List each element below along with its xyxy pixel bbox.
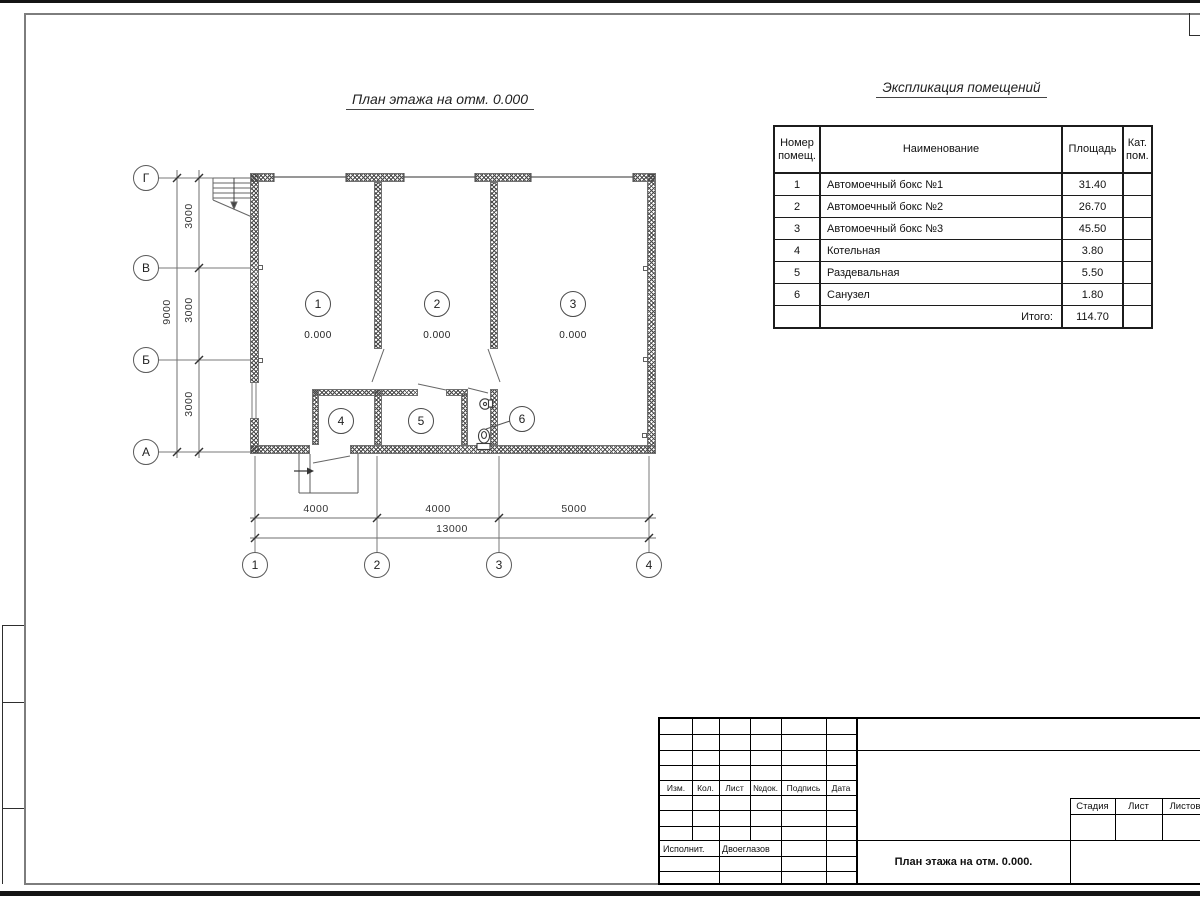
entrance-arrow: [294, 468, 314, 475]
stamp-col-data: Дата: [831, 782, 851, 793]
room-number: 1: [314, 297, 322, 311]
stamp-col-kol: Кол.: [697, 782, 714, 793]
axis-row-bubble-b: [133, 347, 159, 373]
cell-area: 3.80: [1062, 240, 1123, 262]
stamp-executor-label: Исполнит.: [663, 843, 705, 854]
room-bubble-6: [509, 406, 535, 432]
stamp-stage-label: Стадия: [1076, 800, 1109, 812]
stamp-line: [1070, 814, 1200, 815]
room3-elevation: 0.000: [559, 330, 587, 341]
axis-label: 3: [495, 558, 503, 572]
cell-num: 1: [774, 173, 820, 196]
axis-col-bubble-3: [486, 552, 512, 578]
dim-5000: 5000: [561, 503, 587, 515]
room-number: 5: [417, 414, 425, 428]
cell-area: 31.40: [1062, 173, 1123, 196]
stamp-col-ndok: №док.: [753, 782, 778, 793]
table-row: [774, 218, 1152, 240]
cell-category: [1123, 240, 1152, 262]
cell-category: [1123, 306, 1152, 329]
stamp-line: [660, 856, 856, 857]
cell-num: 6: [774, 284, 820, 306]
header-room-number: Номер помещ.: [774, 126, 820, 173]
explication-table: [773, 125, 1153, 329]
cell-area: 5.50: [1062, 262, 1123, 284]
room-number: 2: [433, 297, 441, 311]
cell-area: 26.70: [1062, 196, 1123, 218]
room-number: 6: [518, 412, 526, 426]
room6-leader-line: [486, 421, 510, 429]
cell-name: Автомоечный бокс №1: [820, 173, 1062, 196]
toilet-icon: [477, 429, 490, 450]
axis-label: А: [141, 445, 150, 459]
room-bubble-4: [328, 408, 354, 434]
axis-row-bubble-a: [133, 439, 159, 465]
table-row: [774, 262, 1152, 284]
axis-label: 1: [251, 558, 259, 572]
title-block: [658, 717, 1200, 885]
axis-col-bubble-1: [242, 552, 268, 578]
cell-name: Раздевальная: [820, 262, 1062, 284]
table-total-row: [774, 306, 1152, 329]
cell-category: [1123, 218, 1152, 240]
cell-category: [1123, 196, 1152, 218]
cell-num: 5: [774, 262, 820, 284]
stamp-doc-title: План этажа на отм. 0.000.: [894, 855, 1033, 868]
total-label: Итого:: [820, 306, 1062, 329]
cell-name: Котельная: [820, 240, 1062, 262]
stamp-line: [660, 871, 856, 872]
cell-name: Санузел: [820, 284, 1062, 306]
sink-icon: [480, 399, 493, 409]
cell-num: 3: [774, 218, 820, 240]
room-number: 3: [569, 297, 577, 311]
axis-col-bubble-2: [364, 552, 390, 578]
stamp-col-list: Лист: [725, 782, 744, 793]
stamp-line: [660, 765, 856, 766]
table-row: [774, 173, 1152, 196]
dim-4000-1: 4000: [303, 503, 329, 515]
axis-col-bubble-4: [636, 552, 662, 578]
dim-9000-total: 9000: [161, 299, 173, 325]
axis-label: В: [141, 261, 150, 275]
plan-title: План этажа на отм. 0.000: [300, 91, 580, 107]
dimension-ticks: [173, 174, 653, 542]
room-bubble-1: [305, 291, 331, 317]
stamp-line: [660, 750, 1200, 751]
total-area-value: 114.70: [1062, 306, 1123, 329]
room-bubble-3: [560, 291, 586, 317]
stamp-col-podpis: Подпись: [786, 782, 821, 793]
cell-name: Автомоечный бокс №2: [820, 196, 1062, 218]
cell-num: 2: [774, 196, 820, 218]
exterior-stair: [213, 178, 252, 217]
header-area: Площадь: [1062, 126, 1123, 173]
stamp-line: [660, 810, 856, 811]
axis-label: 4: [645, 558, 653, 572]
room1-elevation: 0.000: [304, 330, 332, 341]
room2-elevation: 0.000: [423, 330, 451, 341]
stamp-line: [781, 719, 782, 883]
cell-category: [1123, 173, 1152, 196]
cell-area: 45.50: [1062, 218, 1123, 240]
cell-area: 1.80: [1062, 284, 1123, 306]
stamp-sheet-label: Лист: [1128, 800, 1149, 812]
table-row: [774, 284, 1152, 306]
table-header-row: [774, 126, 1152, 173]
dim-4000-2: 4000: [425, 503, 451, 515]
header-name: Наименование: [820, 126, 1062, 173]
room-number: 4: [337, 414, 345, 428]
axis-label: 2: [373, 558, 381, 572]
dim-3000-3: 3000: [183, 391, 195, 417]
door-swings: [313, 349, 500, 463]
axis-row-bubble-g: [133, 165, 159, 191]
stamp-line: [660, 734, 856, 735]
explication-title: Экспликация помещений: [773, 80, 1150, 95]
header-category: Кат. пом.: [1123, 126, 1152, 173]
table-row: [774, 240, 1152, 262]
room-bubble-5: [408, 408, 434, 434]
dimension-lines: [177, 170, 656, 538]
stamp-line: [660, 826, 856, 827]
axis-row-bubble-v: [133, 255, 159, 281]
stamp-line: [719, 719, 720, 883]
stamp-executor-name: Двоеглазов: [722, 843, 770, 854]
axis-label: Г: [142, 171, 150, 185]
cell-empty: [774, 306, 820, 329]
cell-category: [1123, 262, 1152, 284]
stamp-sheets-label: Листов: [1169, 800, 1200, 812]
stamp-col-izm: Изм.: [666, 782, 686, 793]
cell-num: 4: [774, 240, 820, 262]
axis-lines: [158, 178, 649, 552]
cell-name: Автомоечный бокс №3: [820, 218, 1062, 240]
table-row: [774, 196, 1152, 218]
room-bubble-2: [424, 291, 450, 317]
dim-13000-total: 13000: [436, 523, 468, 535]
dim-3000-1: 3000: [183, 203, 195, 229]
stamp-line: [826, 719, 827, 883]
cell-category: [1123, 284, 1152, 306]
axis-label: Б: [142, 353, 150, 367]
stamp-line: [660, 795, 856, 796]
dim-3000-2: 3000: [183, 297, 195, 323]
window-left-wall: [252, 383, 256, 418]
